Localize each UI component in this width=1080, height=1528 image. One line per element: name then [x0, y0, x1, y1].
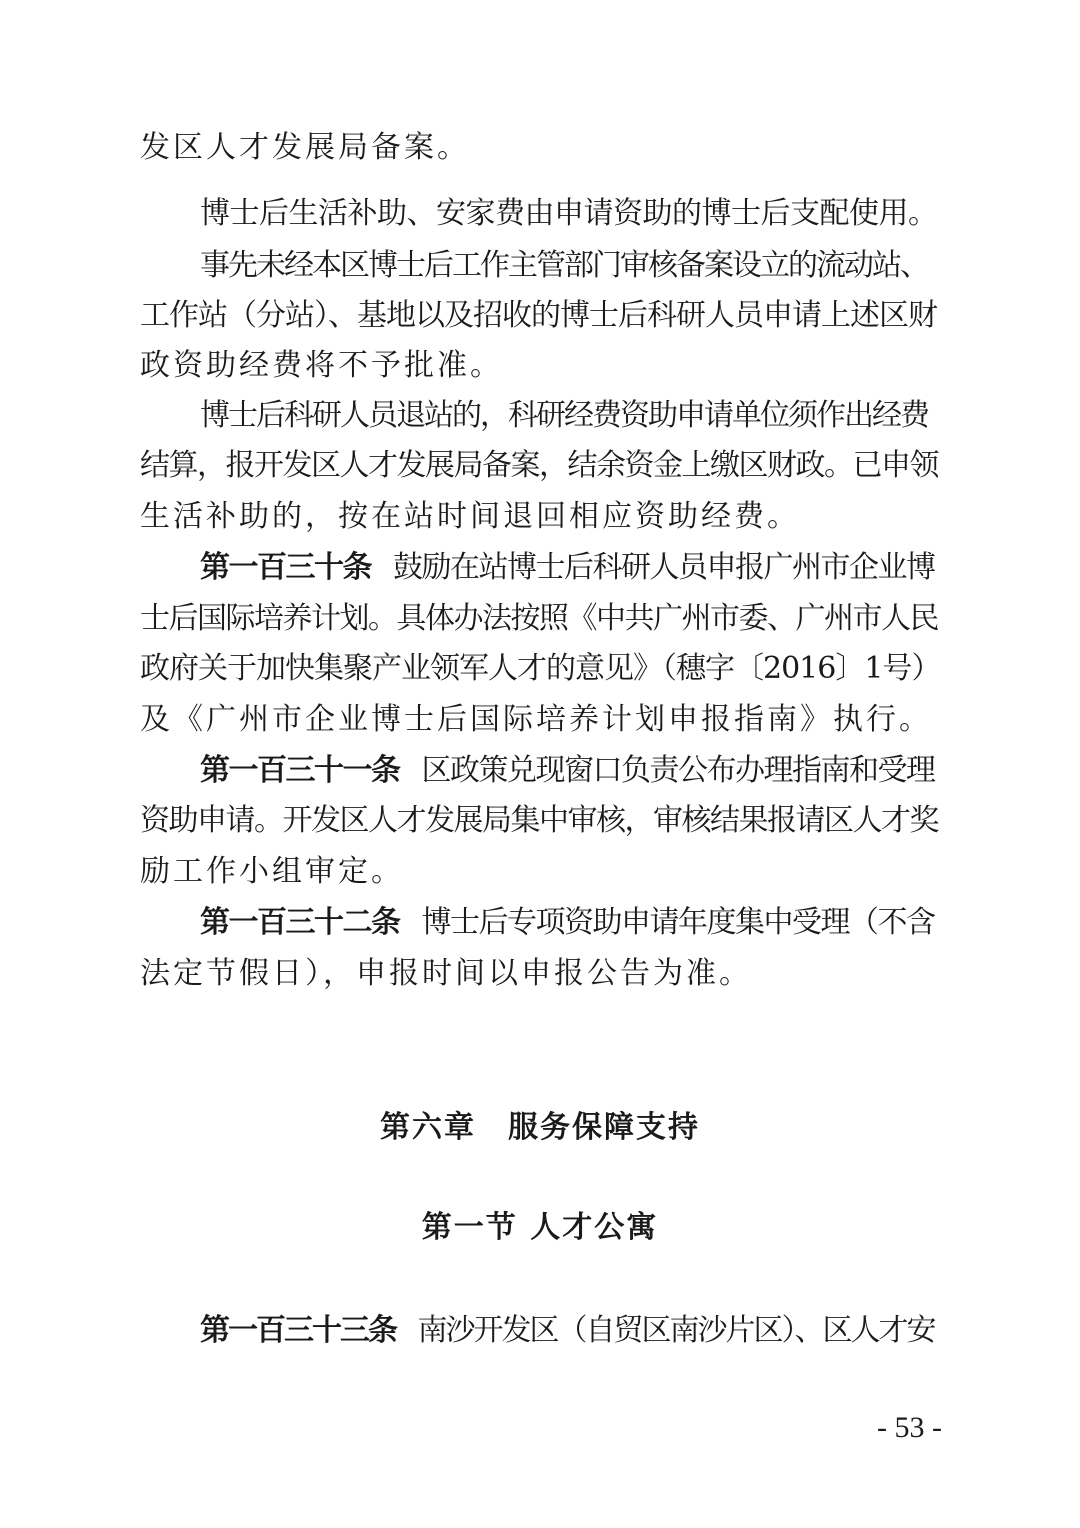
paragraph-line: 博士后科研人员退站的，科研经费资助申请单位须作出经费 — [200, 398, 928, 433]
article-131-line — [200, 753, 940, 789]
paragraph-line: 资助申请。开发区人才发展局集中审核，审核结果报请区人才奖 — [140, 803, 938, 838]
paragraph-line: 士后国际培养计划。具体办法按照《中共广州市委、广州市人民 — [140, 601, 938, 636]
article-text: 博士后专项资助申请年度集中受理（不含 — [421, 905, 935, 940]
paragraph-line: 结算，报开发区人才发展局备案，结余资金上缴区财政。已申领 — [140, 448, 938, 483]
article-130-line — [200, 550, 940, 586]
article-label: 第一百三十条 — [200, 550, 371, 585]
article-label: 第一百三十一条 — [200, 753, 400, 788]
paragraph-line: 发区人才发展局备案。 — [140, 130, 470, 165]
chapter-title: 第六章 服务保障支持 — [380, 1110, 700, 1145]
page-number: - 53 - — [877, 1411, 942, 1444]
article-133-line — [200, 1313, 940, 1349]
paragraph-line: 生活补助的，按在站时间退回相应资助经费。 — [140, 499, 800, 534]
article-text: 区政策兑现窗口负责公布办理指南和受理 — [421, 753, 935, 788]
article-132-line — [200, 905, 940, 941]
article-text: 南沙开发区（自贸区南沙片区）、区人才安 — [417, 1313, 935, 1348]
article-label: 第一百三十三条 — [200, 1313, 396, 1348]
paragraph-line: 法定节假日），申报时间以申报公告为准。 — [140, 956, 752, 991]
paragraph-line: 事先未经本区博士后工作主管部门审核备案设立的流动站、 — [200, 248, 928, 283]
section-title: 第一节 人才公寓 — [421, 1210, 659, 1245]
paragraph-line: 工作站（分站）、基地以及招收的博士后科研人员申请上述区财 — [140, 298, 937, 333]
paragraph-line: 政府关于加快集聚产业领军人才的意见》（穗字〔2016〕1号） — [140, 651, 941, 686]
article-label: 第一百三十二条 — [200, 905, 400, 940]
paragraph-line: 及《广州市企业博士后国际培养计划申报指南》执行。 — [140, 702, 932, 737]
paragraph-line: 励工作小组审定。 — [140, 854, 404, 889]
paragraph-line: 政资助经费将不予批准。 — [140, 348, 503, 383]
article-text: 鼓励在站博士后科研人员申报广州市企业博 — [393, 550, 935, 585]
paragraph-line: 博士后生活补助、安家费由申请资助的博士后支配使用。 — [200, 196, 938, 231]
